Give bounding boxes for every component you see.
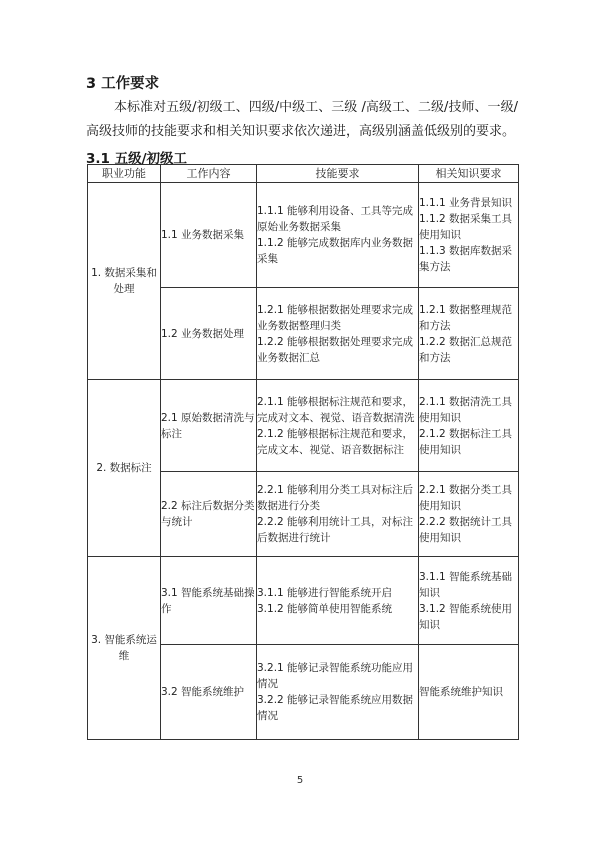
skill-item: 3.1.2 能够简单使用智能系统 <box>257 602 393 615</box>
work-cell: 2.1 原始数据清洗与标注 <box>161 380 257 472</box>
skill-item: 3.1.1 能够进行智能系统开启 <box>257 586 393 599</box>
knowledge-item: 智能系统维护知识 <box>419 686 503 698</box>
knowledge-cell <box>419 557 519 645</box>
knowledge-item: 2.1.1 数据清洗工具使用知识 <box>419 395 513 424</box>
skill-item: 2.1.1 能够根据标注规范和要求，完成对文本、视觉、语音数据清洗 <box>257 395 415 424</box>
knowledge-cell <box>419 183 519 288</box>
header-knowledge: 相关知识要求 <box>419 165 519 183</box>
intro-paragraph: 本标准对五级/初级工、四级/中级工、三级 /高级工、二级/技师、一级/高级技师的技能要求和相关知识要求依次递进，高级别涵盖低级别的要求。 <box>86 100 518 139</box>
skill-item: 3.2.1 能够记录智能系统功能应用情况 <box>257 662 414 690</box>
skill-cell <box>257 645 419 740</box>
knowledge-item: 3.1.1 智能系统基础知识 <box>419 570 513 599</box>
header-work: 工作内容 <box>161 165 257 183</box>
knowledge-item: 2.2.2 数据统计工具使用知识 <box>419 516 513 544</box>
knowledge-item: 1.1.1 业务背景知识 <box>419 197 513 209</box>
function-cell: 3. 智能系统运维 <box>88 557 161 740</box>
function-cell: 1. 数据采集和处理 <box>88 183 161 380</box>
knowledge-item: 2.2.1 数据分类工具使用知识 <box>419 484 513 512</box>
function-cell: 2. 数据标注 <box>88 380 161 557</box>
knowledge-item: 2.1.2 数据标注工具使用知识 <box>419 427 513 456</box>
table-row <box>88 183 519 288</box>
skill-cell <box>257 183 419 288</box>
knowledge-cell <box>419 380 519 472</box>
skill-item: 1.2.1 能够根据数据处理要求完成业务数据整理归类 <box>257 303 414 332</box>
table-header-row <box>88 165 519 183</box>
skill-cell <box>257 557 419 645</box>
table-row <box>88 557 519 645</box>
skill-cell <box>257 288 419 380</box>
skill-item: 2.2.2 能够利用统计工具，对标注后数据进行统计 <box>257 516 414 544</box>
page-number: 5 <box>296 775 304 786</box>
skill-item: 2.1.2 能够根据标注规范和要求，完成文本、视觉、语音数据标注 <box>257 427 414 456</box>
skill-cell <box>257 380 419 472</box>
requirements-table <box>87 164 519 740</box>
skill-item: 3.2.2 能够记录智能系统应用数据情况 <box>257 694 414 722</box>
knowledge-cell <box>419 645 519 740</box>
table-row <box>88 380 519 472</box>
work-cell: 3.2 智能系统维护 <box>161 645 257 740</box>
knowledge-cell <box>419 472 519 557</box>
skill-item: 1.1.2 能够完成数据库内业务数据采集 <box>257 237 414 265</box>
work-cell: 2.2 标注后数据分类与统计 <box>161 472 257 557</box>
skill-item: 1.1.1 能够利用设备、工具等完成原始业务数据采集 <box>257 205 414 233</box>
knowledge-cell <box>419 288 519 380</box>
skill-item: 1.2.2 能够根据数据处理要求完成业务数据汇总 <box>257 335 414 364</box>
work-cell: 1.1 业务数据采集 <box>161 183 257 288</box>
knowledge-item: 1.2.2 数据汇总规范和方法 <box>419 335 513 364</box>
skill-item: 2.2.1 能够利用分类工具对标注后数据进行分类 <box>257 484 414 512</box>
skill-cell <box>257 472 419 557</box>
knowledge-item: 3.1.2 智能系统使用知识 <box>419 602 513 631</box>
knowledge-item: 1.1.3 数据库数据采集方法 <box>419 245 513 273</box>
subsection-heading: 3.1 五级/初级工 <box>86 151 188 167</box>
work-cell: 1.2 业务数据处理 <box>161 288 257 380</box>
knowledge-item: 1.1.2 数据采集工具使用知识 <box>419 213 513 241</box>
knowledge-item: 1.2.1 数据整理规范和方法 <box>419 303 513 332</box>
section-heading: 3 工作要求 <box>86 76 160 92</box>
header-function: 职业功能 <box>88 165 161 183</box>
work-cell: 3.1 智能系统基础操作 <box>161 557 257 645</box>
header-skill: 技能要求 <box>257 165 419 183</box>
